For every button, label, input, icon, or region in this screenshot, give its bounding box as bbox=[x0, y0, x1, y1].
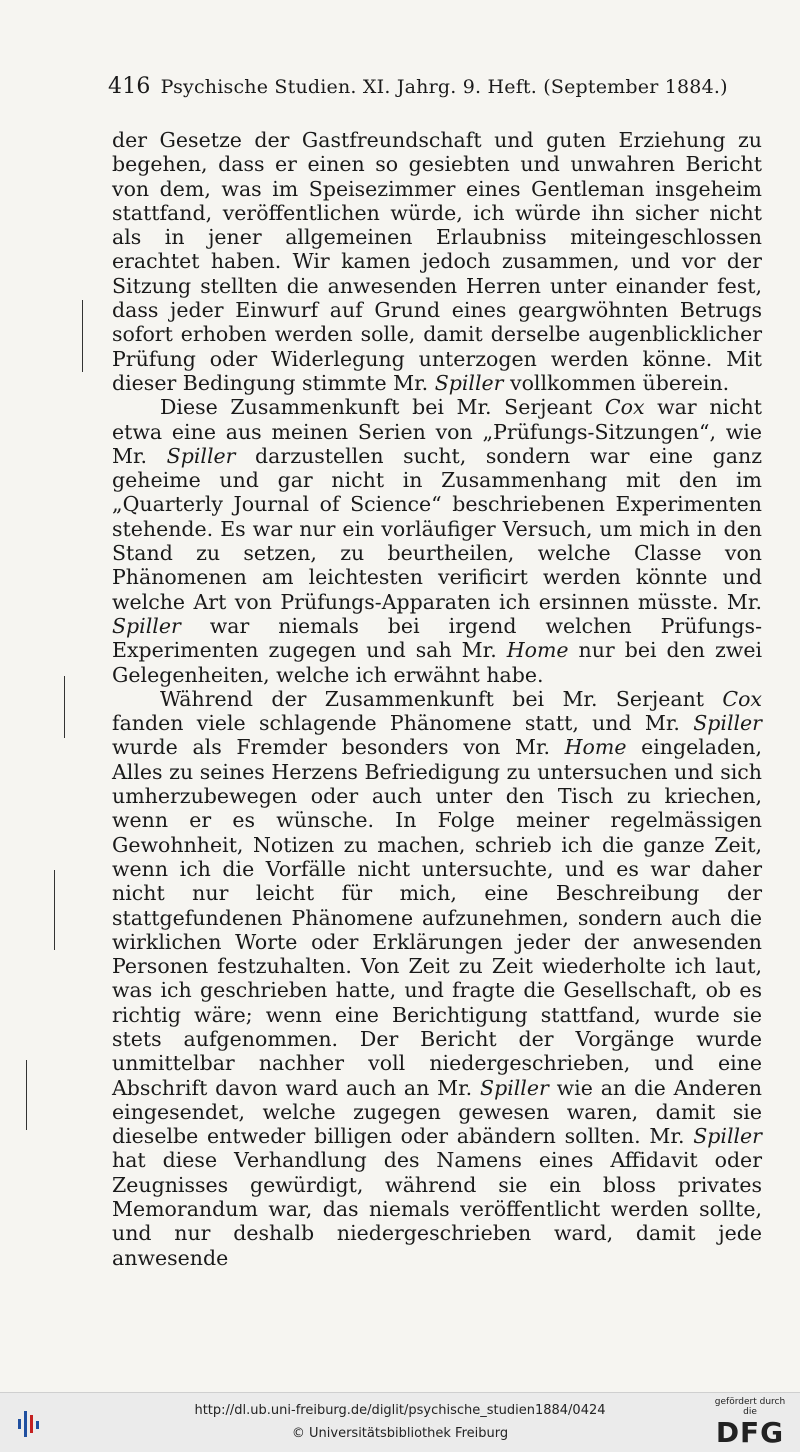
margin-mark bbox=[82, 300, 83, 372]
name-italic: Spiller bbox=[693, 1124, 762, 1149]
paragraph bbox=[112, 687, 762, 1270]
paragraph bbox=[112, 395, 762, 687]
name-italic: Spiller bbox=[434, 370, 504, 395]
name-italic: Spiller bbox=[480, 1075, 549, 1100]
name-italic: Cox bbox=[722, 686, 762, 711]
paragraph bbox=[112, 128, 762, 395]
margin-mark bbox=[26, 1060, 27, 1130]
text-run: war niemals bei irgend welchen Prüfungs-Experimenten zugegen und sah Mr. bbox=[112, 613, 762, 663]
source-url[interactable]: http://dl.ub.uni-freiburg.de/diglit/psychische_studien1884/0424 bbox=[194, 1403, 606, 1418]
dfg-logo bbox=[708, 1397, 792, 1449]
name-italic: Spiller bbox=[112, 613, 181, 638]
running-title: Psychische Studien. XI. Jahrg. 9. Heft. (September 1884.) bbox=[160, 76, 728, 98]
viewer-footer bbox=[0, 1392, 800, 1452]
text-run: der Gesetze der Gastfreundschaft und guten Erziehung zu begehen, dass er einen so gesiebten und unwahren Bericht von dem, was im Speisezimmer eines Gentleman insgeheim stattfand, veröffentlichen würde, ich würde ihn sicher nicht als in jener allgemeinen Erlaubniss miteingeschlossen erachtet haben. Wir kamen jedoch zusammen, und vor der Sitzung stellten die anwesenden Herren unter einander fest, dass jeder Einwurf auf Grund eines geargwöhnten Betrugs sofort erhoben werden solle, damit derselbe augenblicklicher Prüfung oder Widerlegung unterzogen werden könne. Mit dieser Bedingung stimmte Mr. bbox=[112, 128, 762, 395]
text-run: war nicht etwa eine aus meinen Serien von „Prüfungs-Sitzungen“, wie Mr. bbox=[112, 395, 762, 468]
text-run: nur bei den zwei Gelegenheiten, welche ich erwähnt habe. bbox=[112, 638, 763, 687]
text-run: Diese Zusammenkunft bei Mr. Serjeant bbox=[160, 395, 605, 420]
name-italic: Home bbox=[506, 638, 569, 663]
running-header bbox=[108, 74, 758, 99]
name-italic: Spiller bbox=[693, 711, 762, 736]
dfg-tagline: gefördert durch die bbox=[714, 1397, 786, 1417]
body-text bbox=[112, 128, 762, 1270]
text-run: eingeladen, Alles zu seines Herzens Befriedigung zu untersuchen und sich umherzubewegen oder auch unter den Tisch zu kriechen, wenn er es wünsche. In Folge meiner regelmässigen Gewohnheit, Notizen zu machen, schrieb ich die ganze Zeit, wenn ich die Vorfälle nicht untersuchte, und es war daher nicht nur leicht für mich, eine Beschreibung der stattgefundenen Phänomene aufzunehmen, sondern auch die wirklichen Worte oder Erklärungen jeder der anwesenden Personen festzuhalten. Von Zeit zu Zeit wiederholte ich laut, was ich geschrieben hatte, und fragte die Gesellschaft, ob es richtig wäre; wenn eine Berichtigung stattfand, wurde sie stets aufgenommen. Der Bericht der Vorgänge wurde unmittelbar nachher voll niedergeschrieben, und eine Abschrift davon ward auch an Mr. bbox=[112, 735, 762, 1100]
text-run: fanden viele schlagende Phänomene statt, und Mr. bbox=[112, 711, 694, 736]
copyright-notice: © Universitätsbibliothek Freiburg bbox=[291, 1426, 509, 1441]
text-run: wurde als Fremder besonders von Mr. bbox=[112, 735, 565, 760]
name-italic: Spiller bbox=[166, 443, 236, 468]
dfg-logo-text: DFG bbox=[715, 1416, 785, 1449]
text-run: hat diese Verhandlung des Namens eines Affidavit oder Zeugnisses gewürdigt, während sie ein bloss privates Memorandum war, das niemals veröffentlicht werden sollte, und nur deshalb niedergeschrieben ward, damit jede anwesende bbox=[112, 1148, 762, 1270]
text-run: darzustellen sucht, sondern war eine ganz geheime und gar nicht in Zusammenhang mit den im „Quarterly Journal of Science“ beschriebenen Experimenten stehende. Es war nur ein vorläufiger Versuch, um mich in den Stand zu setzen, zu beurtheilen, welche Classe von Phänomenen am leichtesten verificirt werden könnte und welche Art von Prüfungs-Apparaten ich ersinnen müsste. Mr. bbox=[112, 443, 762, 614]
text-run: vollkommen überein. bbox=[503, 370, 730, 395]
page-number: 416 bbox=[108, 74, 151, 99]
text-run: Während der Zusammenkunft bei Mr. Serjeant bbox=[160, 686, 723, 711]
name-italic: Cox bbox=[604, 395, 645, 420]
margin-mark bbox=[54, 870, 55, 950]
margin-mark bbox=[64, 676, 65, 738]
name-italic: Home bbox=[564, 735, 627, 760]
text-run: wie an die Anderen eingesendet, welche zugegen gewesen waren, damit sie dieselbe entweder billigen oder abändern sollten. Mr. bbox=[112, 1075, 762, 1149]
